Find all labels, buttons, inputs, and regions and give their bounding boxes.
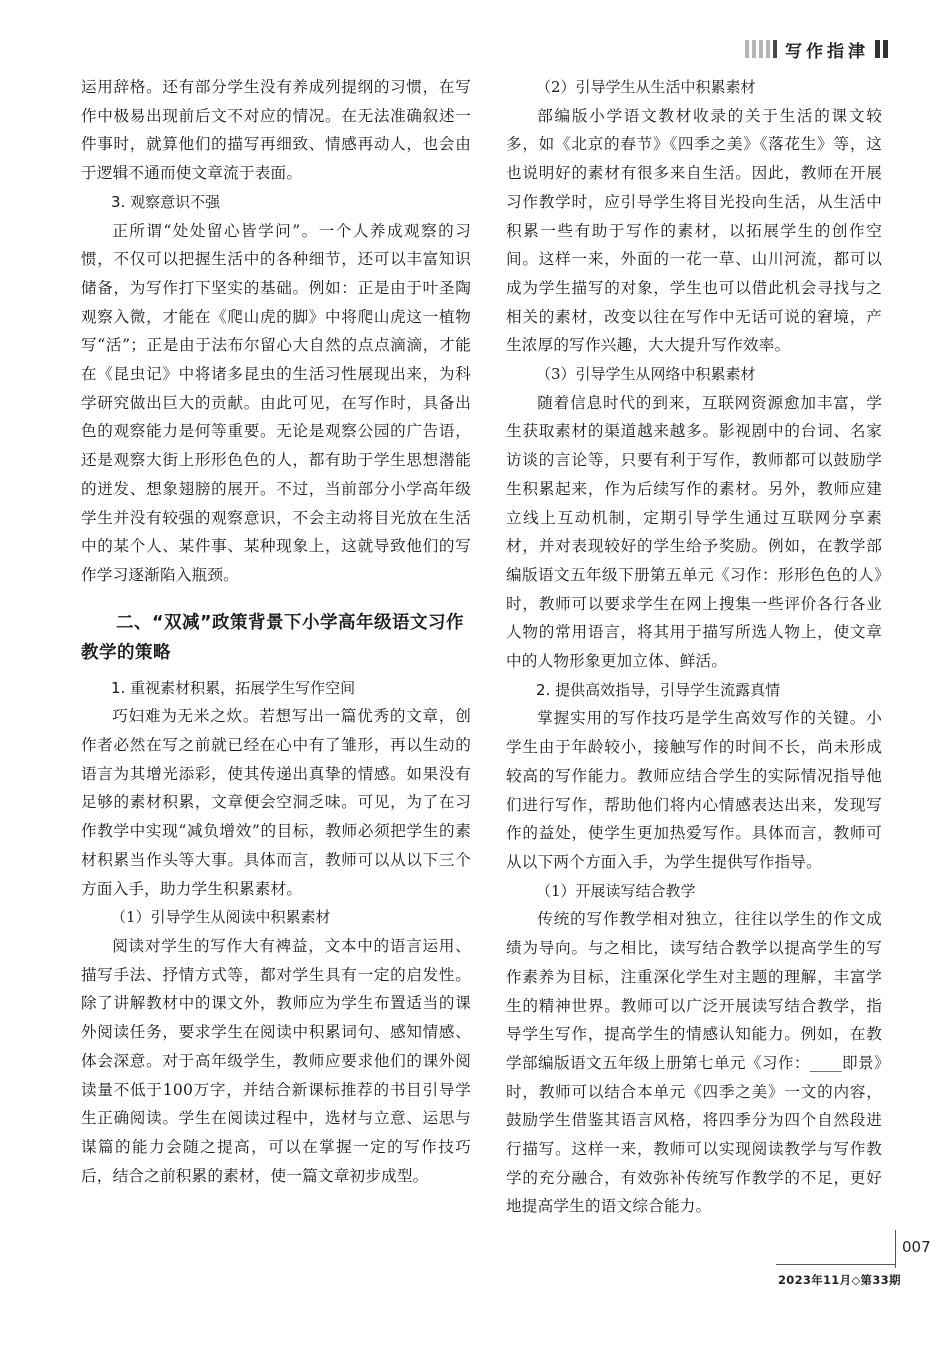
paragraph: 掌握实用的写作技巧是学生高效写作的关键。小学生由于年龄较小，接触写作的时间不长，尚未形成较高的写作能力。教师应结合学生的实际情况指导他们进行写作，帮助他们将内心情感表达出来，发现写作的益处，使学生更加热爱写作。具体而言，教师可从以下两个方面入手，为学生提供写作指导。 xyxy=(506,709,882,871)
section-heading-strategy: 二、“双减”政策背景下小学高年级语文习作教学的策略 xyxy=(81,612,465,663)
paragraph: 随着信息时代的到来，互联网资源愈加丰富，学生获取素材的渠道越来越多。影视剧中的台词、名家访谈的言论等，只要有利于写作，教师都可以鼓励学生积累起来，作为后续写作的素材。另外，教师应建立线上互动机制，定期引导学生通过互联网分享素材，并对表现较好的学生给予奖励。例如，在教学部编版语文五年级下册第五单元《习作：形形色色的人》时，教师可以要求学生在网上搜集一些评价各行各业人物的常用语言，将其用于描写所选人物上，使文章中的人物形象更加立体、鲜活。 xyxy=(506,393,882,671)
right-column xyxy=(506,73,882,1221)
paragraph: 巧妇难为无米之炊。若想写出一篇优秀的文章，创作者必然在写之前就已经在心中有了雏形，再以生动的语言为其增光添彩，使其传递出真挚的情感。如果没有足够的素材积累，文章便会空洞乏味。可见，为了在习作教学中实现“减负增效”的目标，教师必须把学生的素材积累当作头等大事。具体而言，教师可以从以下三个方面入手，助力学生积累素材。 xyxy=(81,707,471,898)
subheading-network: （3）引导学生从网络中积累素材 xyxy=(536,365,756,384)
subheading-reading: （1）引导学生从阅读中积累素材 xyxy=(111,908,331,927)
subheading-life: （2）引导学生从生活中积累素材 xyxy=(536,78,756,96)
paragraph: 传统的写作教学相对独立，往往以学生的作文成绩为导向。与之相比，读写结合教学以提高学生的写作素养为目标，注重深化学生对主题的理解，丰富学生的精神世界。教师可以广泛开展读写结合教学，指导学生写作，提高学生的情感认知能力。例如，在教学部编版语文五年级上册第七单元《习作：____即景》时，教师可以结合本单元《四季之美》一文的内容，鼓励学生借鉴其语言风格，将四季分为四个自然段进行描写。这样一来，教师可以实现阅读教学与写作教学的充分融合，有效弥补传统写作教学的不足，更好地提高学生的语文综合能力。 xyxy=(506,910,882,1216)
paragraph: 正所谓“处处留心皆学问”。一个人养成观察的习惯，不仅可以把握生活中的各种细节，还可以丰富知识储备，为写作打下坚实的基础。例如：正是由于叶圣陶观察入微，才能在《爬山虎的脚》中将爬山虎这一植物写“活”；正是由于法布尔留心大自然的点点滴滴，才能在《昆虫记》中将诸多昆虫的生活习性展现出来，为科学研究做出巨大的贡献。由此可见，在写作时，具备出色的观察能力是何等重要。无论是观察公园的广告语，还是观察大街上形形色色的人，都有助于学生思想潜能的迸发、想象翅膀的展开。不过，当前部分小学高年级学生并没有较强的观察意识，不会主动将目光放在生活中的某个人、某件事、某种现象上，这就导致他们的写作学习逐渐陷入瓶颈。 xyxy=(81,221,471,584)
running-header xyxy=(745,38,888,60)
paragraph: 阅读对学生的写作大有裨益，文本中的语言运用、描写手法、抒情方式等，都对学生具有一定的启发性。除了讲解教材中的课文外，教师应为学生布置适当的课外阅读任务，要求学生在阅读中积累词句、感知情感、体会深意。对于高年级学生，教师应要求他们的课外阅读量不低于100万字，并结合新课标推荐的书目引导学生正确阅读。学生在阅读过程中，选材与立意、运思与谋篇的能力会随之提高，可以在掌握一定的写作技巧后，结合之前积累的素材，使一篇文章初步成型。 xyxy=(81,936,471,1185)
subheading-observation: 3. 观察意识不强 xyxy=(111,192,221,211)
left-column xyxy=(81,73,471,1190)
subheading-guidance: 2. 提供高效指导，引导学生流露真情 xyxy=(536,680,781,699)
header-decoration-tail xyxy=(875,40,888,58)
paragraph: 运用辞格。还有部分学生没有养成列提纲的习惯，在写作中极易出现前后文不对应的情况。在无法准确叙述一件事时，就算他们的描写再细致、情感再动人，也会由于逻辑不通而使文章流于表面。 xyxy=(81,78,471,183)
paragraph: 部编版小学语文教材收录的关于生活的课文较多，如《北京的春节》《四季之美》《落花生》等，这也说明好的素材有很多来自生活。因此，教师在开展习作教学时，应引导学生将目光投向生活，从生活中积累一些有助于写作的素材，以拓展学生的创作空间。这样一来，外面的一花一草、山川河流，都可以成为学生描写的对象，学生也可以借此机会寻找与之相关的素材，改变以往在写作中无话可说的窘境，产生浓厚的写作兴趣，大大提升写作效率。 xyxy=(506,106,882,355)
issue-date: 2023年11月◇第33期 xyxy=(778,1273,901,1287)
page-number-rule xyxy=(895,1230,896,1268)
footer-rule xyxy=(776,1264,896,1265)
section-title: 写作指津 xyxy=(785,41,869,62)
subheading-material: 1. 重视素材积累，拓展学生写作空间 xyxy=(111,678,356,697)
header-decoration-bars xyxy=(745,40,777,58)
page-number: 007 xyxy=(902,1238,931,1256)
subheading-read-write: （1）开展读写结合教学 xyxy=(536,881,696,900)
